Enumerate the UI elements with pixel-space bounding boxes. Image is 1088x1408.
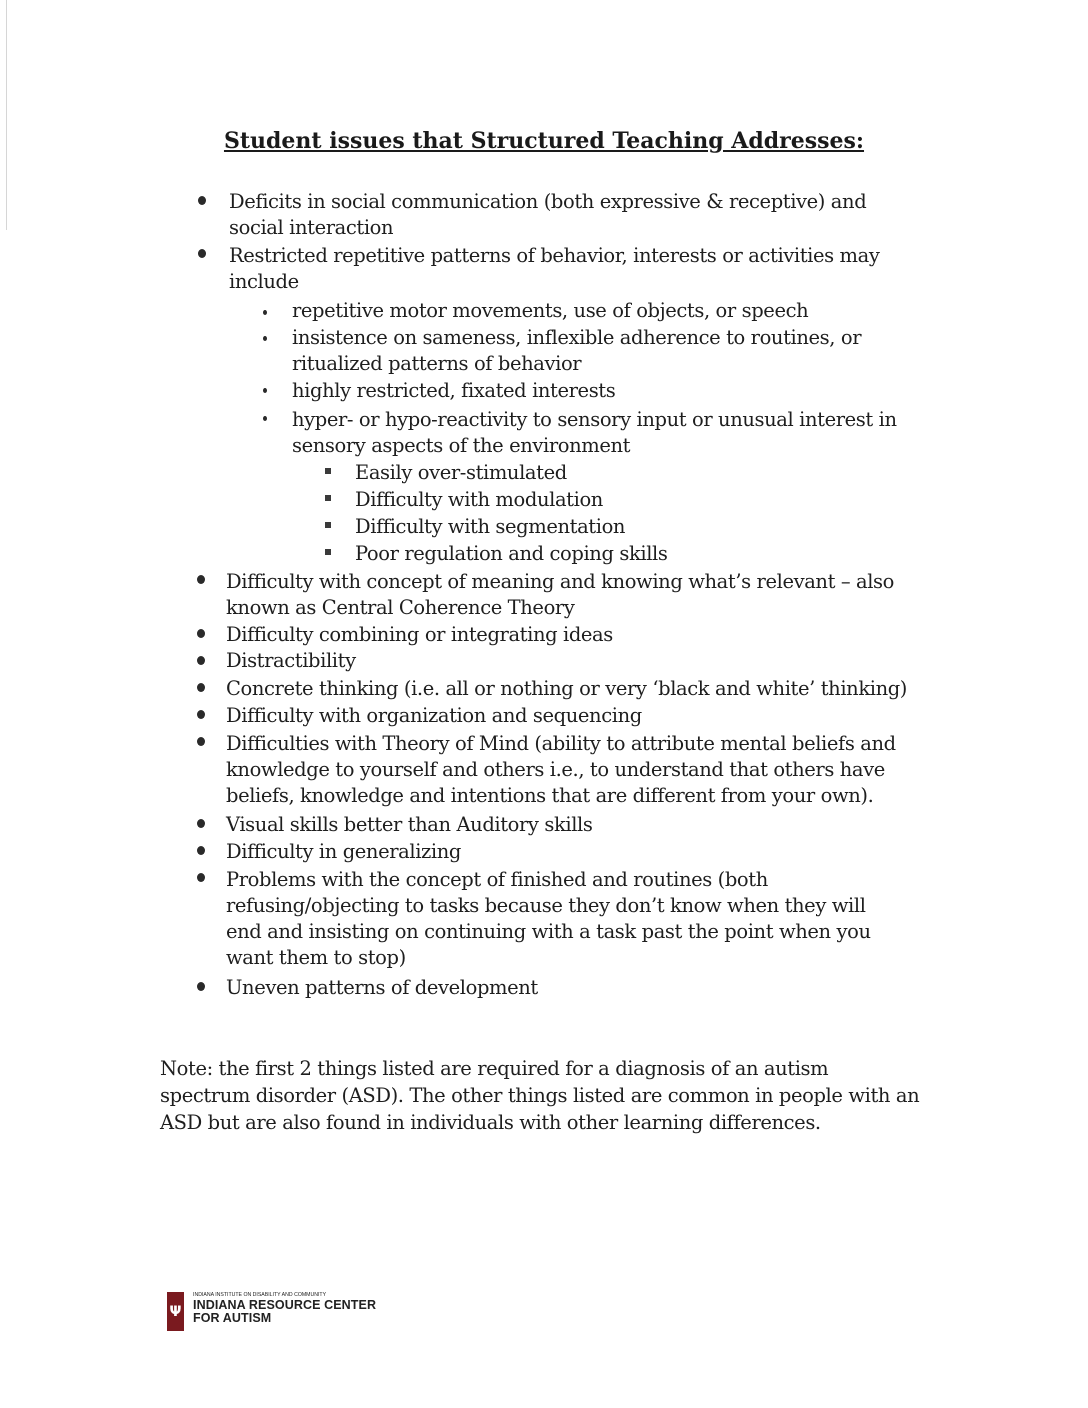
bullet-dot-icon xyxy=(198,196,206,205)
list-item-text: Deficits in social communication (both expressive & receptive) and social interaction xyxy=(229,190,867,239)
iu-trident-icon: Ψ xyxy=(167,1292,184,1331)
list-item-text: Difficulty with modulation xyxy=(355,488,603,511)
logo-line-1: INDIANA RESOURCE CENTER xyxy=(193,1298,377,1312)
list-item-text: Poor regulation and coping skills xyxy=(355,542,668,565)
bullet-dot-icon xyxy=(197,656,205,665)
list-item-text: hyper- or hypo-reactivity to sensory input or unusual interest in sensory aspects of the environment xyxy=(292,408,897,457)
bullet-small-icon xyxy=(263,336,267,341)
list-item-text: Difficulty in generalizing xyxy=(226,840,461,863)
bullet-small-icon xyxy=(263,416,267,421)
list-item-text: insistence on sameness, inflexible adherence to routines, or ritualized patterns of behavior xyxy=(292,326,862,375)
list-item-text: Uneven patterns of development xyxy=(226,976,538,999)
logo-institute-name: INDIANA INSTITUTE ON DISABILITY AND COMMUNITY xyxy=(193,1292,327,1298)
list-item-text: Concrete thinking (i.e. all or nothing or very ‘black and white’ thinking) xyxy=(226,677,908,700)
list-item-text: Difficulty with organization and sequencing xyxy=(226,704,642,727)
list-item-text: repetitive motor movements, use of objects, or speech xyxy=(292,299,809,322)
list-item-text: Restricted repetitive patterns of behavior, interests or activities may include xyxy=(229,244,880,293)
bullet-dot-icon xyxy=(197,819,205,828)
list-item-text: Distractibility xyxy=(226,649,356,672)
page-title: Student issues that Structured Teaching Addresses: xyxy=(223,128,865,154)
bullet-dot-icon xyxy=(197,710,205,719)
list-item-text: Difficulty with segmentation xyxy=(355,515,626,538)
list-item-text: highly restricted, fixated interests xyxy=(292,379,616,402)
bullet-dot-icon xyxy=(197,683,205,692)
bullet-small-icon xyxy=(263,388,267,393)
list-item-text: Difficulty with concept of meaning and knowing what’s relevant – also known as Central Coherence Theory xyxy=(226,570,894,619)
scan-edge-line xyxy=(6,0,7,230)
list-item-text: Difficulties with Theory of Mind (ability to attribute mental beliefs and knowledge to yourself and others i.e., to understand that others have beliefs, knowledge and intentions that are different from your own). xyxy=(226,732,896,807)
bullet-dot-icon xyxy=(197,846,205,855)
footer-logo xyxy=(167,1292,376,1331)
bullet-dot-icon xyxy=(198,249,206,258)
list-item-text: Difficulty combining or integrating ideas xyxy=(226,623,613,646)
list-item-text: Easily over-stimulated xyxy=(355,461,567,484)
list-item-text: Visual skills better than Auditory skills xyxy=(226,813,593,836)
bullet-small-icon xyxy=(263,310,267,315)
logo-text xyxy=(193,1292,376,1325)
bullet-square-icon xyxy=(325,495,331,501)
bullet-dot-icon xyxy=(197,982,205,991)
bullet-dot-icon xyxy=(197,629,205,638)
bullet-square-icon xyxy=(325,522,331,528)
bullet-dot-icon xyxy=(197,873,205,882)
bullet-square-icon xyxy=(325,468,331,474)
bullet-square-icon xyxy=(325,549,331,555)
bullet-dot-icon xyxy=(197,737,205,746)
logo-line-2: FOR AUTISM xyxy=(193,1311,272,1325)
note-paragraph: Note: the first 2 things listed are required for a diagnosis of an autism spectrum disorder (ASD). The other things listed are common in people with an ASD but are also found in individuals with other learning differences. xyxy=(160,1057,920,1134)
bullet-dot-icon xyxy=(197,575,205,584)
list-item-text: Problems with the concept of finished and routines (both refusing/objecting to tasks because they don’t know when they will end and insisting on continuing with a task past the point when you want them to stop) xyxy=(226,868,871,969)
